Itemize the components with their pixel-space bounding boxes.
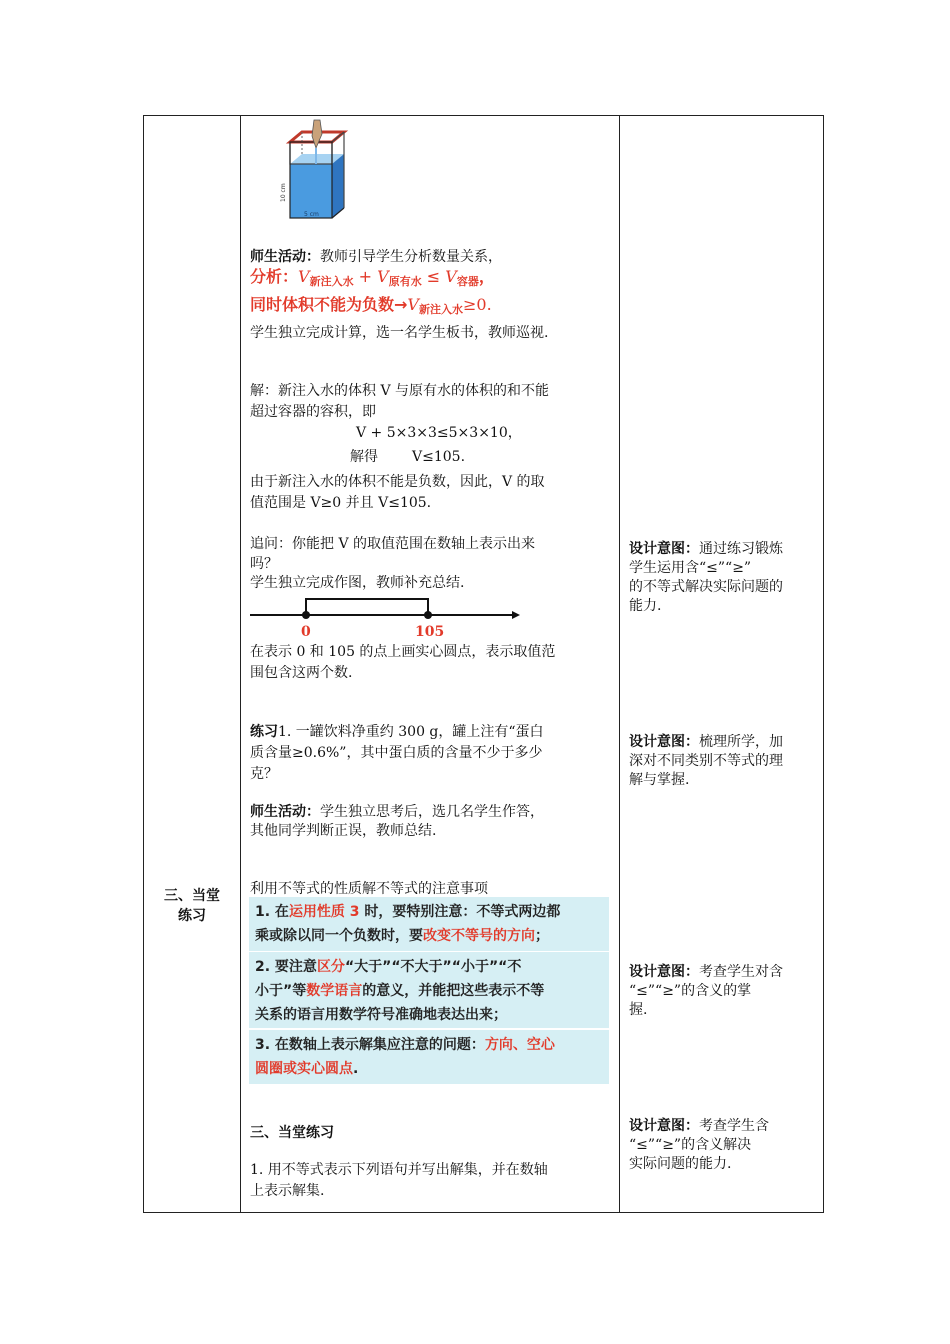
intent4-line1: 考查学生含 [699,1118,769,1134]
label-105: 105 [415,624,445,640]
intent2-line1: 梳理所学，加 [699,734,783,750]
intent1-line1: 通过练习锻炼 [699,541,783,557]
note3-d: . [353,1061,359,1077]
solution-bracket [306,599,428,615]
note1-c: 时，要特别注意：不等式两边都 [359,904,561,920]
solution-line4: 值范围是 V≥0 并且 V≤105. [250,495,432,511]
point-zero [302,611,310,619]
figure-label-width: 5 cm [304,211,319,218]
exercise1-text1: 1. 一罐饮料净重约 300 g，罐上注有“蛋白 [278,724,544,740]
intent-column [629,116,817,1212]
activity2-text1: 学生独立思考后，选几名学生作答， [320,804,544,820]
nonneg-tail: ≥0. [462,295,492,314]
intent4-label: 设计意图： [629,1118,699,1134]
water-container-figure [276,118,356,222]
solution-eq2-label: 解得 [350,449,378,465]
point-105 [424,611,432,619]
final-line2: 上表示解集. [250,1183,325,1199]
intent3 [629,963,817,1020]
section-label [152,886,232,926]
note2-c: “大于”“不大于”“小于”“不 [344,959,522,975]
note-box-3 [249,1030,609,1084]
analysis-sub-cont: 容器 [456,275,479,288]
exercise1-line3: 克？ [250,766,278,782]
intent2 [629,733,817,790]
content-column [250,116,612,1212]
column-divider-1 [240,116,241,1212]
note1-d: 乘或除以同一个负数时，要 [255,928,423,944]
note-box-2 [249,952,609,1028]
solution-line1: 解：新注入水的体积 V 与原有水的体积的和不能 [250,383,550,399]
solution-eq2 [350,447,612,467]
solution-line3: 由于新注入水的体积不能是负数，因此，V 的取 [250,474,545,490]
label-zero: 0 [301,624,311,640]
nonneg-line [250,292,612,323]
analysis-sub-orig: 原有水 [388,275,422,288]
dots-note-line1: 在表示 0 和 105 的点上画实心圆点，表示取值范 [250,644,556,660]
exercise1-label: 练习 [250,724,278,740]
intent2-line2: 深对不同类别不等式的理 [629,753,783,769]
analysis-v3: V [445,267,457,286]
number-line [250,595,522,645]
intent1-line3: 的不等式解决实际问题的 [629,579,783,595]
final-line1: 1. 用不等式表示下列语句并写出解集，并在数轴 [250,1162,548,1178]
note1-e: 改变不等号的方向 [423,928,535,944]
activity2-line1 [250,802,612,822]
intent3-line2: “≤”“≥”的含义的掌 [629,983,752,999]
note3-a: 3. 在数轴上表示解集应注意的问题： [255,1037,485,1053]
figure-label-height: 10 cm [280,183,287,202]
section-label-line2: 练习 [178,908,206,924]
note1-b: 运用性质 3 [288,904,360,920]
note2-d: 小于”等 [255,983,307,999]
intent3-line3: 握. [629,1002,648,1018]
activity2-line2: 其他同学判断正误，教师总结. [250,823,437,839]
nonneg-sub: 新注入水 [418,303,463,316]
dots-note-line2: 围包含这两个数. [250,665,353,681]
note3-b: 方向、空心 [484,1037,555,1053]
intent4-line2: “≤”“≥”的含义解决 [629,1137,752,1153]
followup-line3: 学生独立完成作图，教师补充总结. [250,575,465,591]
column-divider-2 [619,116,620,1212]
intent4 [629,1117,817,1174]
note1-a: 1. 在 [255,904,289,920]
activity1-label: 师生活动： [250,249,320,265]
section-heading: 三、当堂练习 [250,1125,334,1141]
section-label-line1: 三、当堂 [164,888,220,904]
activity1-text: 教师引导学生分析数量关系， [320,249,502,265]
analysis-tail: ， [478,267,495,286]
intent1-line2: 学生运用含“≤”“≥” [629,560,752,576]
note-box-1 [249,897,609,951]
nonneg-v: V [407,295,419,314]
intent4-line3: 实际问题的能力. [629,1156,732,1172]
solution-eq1: V + 5×3×3≤5×3×10， [356,425,522,441]
note3-c: 圆圈或实心圆点 [255,1061,353,1077]
intent1-line4: 能力. [629,598,662,614]
activity2-label: 师生活动： [250,804,320,820]
intent3-label: 设计意图： [629,964,699,980]
analysis-sub-new: 新注入水 [309,275,354,288]
note1-f: ； [535,928,549,944]
intent2-line3: 解与掌握. [629,772,690,788]
intent1-label: 设计意图： [629,541,699,557]
analysis-v1: V [298,267,310,286]
exercise1-line1 [250,722,612,742]
note2-g: 关系的语言用数学符号准确地表达出来； [255,1007,507,1023]
number-line-arrow [512,611,520,619]
analysis-prefix: 分析： [250,267,299,286]
notes-title: 利用不等式的性质解不等式的注意事项 [250,881,488,897]
analysis-plus: + [353,267,378,286]
analysis-v2: V [377,267,389,286]
followup-line1: 追问：你能把 V 的取值范围在数轴上表示出来 [250,536,536,552]
analysis-line [250,264,612,295]
intent2-label: 设计意图： [629,734,699,750]
section-column [144,116,240,1212]
analysis-leq: ≤ [421,267,446,286]
note2-e: 数学语言 [306,983,363,999]
lesson-table [143,115,824,1213]
solo-text: 学生独立完成计算，选一名学生板书，教师巡视. [250,325,549,341]
followup-line2: 吗？ [250,556,278,572]
note2-f: 的意义，并能把这些表示不等 [362,983,545,999]
intent3-line1: 考查学生对含 [699,964,783,980]
note2-b: 区分 [316,959,345,975]
solution-line2: 超过容器的容积，即 [250,404,376,420]
intent1 [629,540,817,616]
note2-a: 2. 要注意 [255,959,317,975]
exercise1-line2: 质含量≥0.6%”，其中蛋白质的含量不少于多少 [250,745,543,761]
nonneg-prefix: 同时体积不能为负数→ [250,295,408,314]
solution-eq2-value: V≤105. [412,449,466,465]
